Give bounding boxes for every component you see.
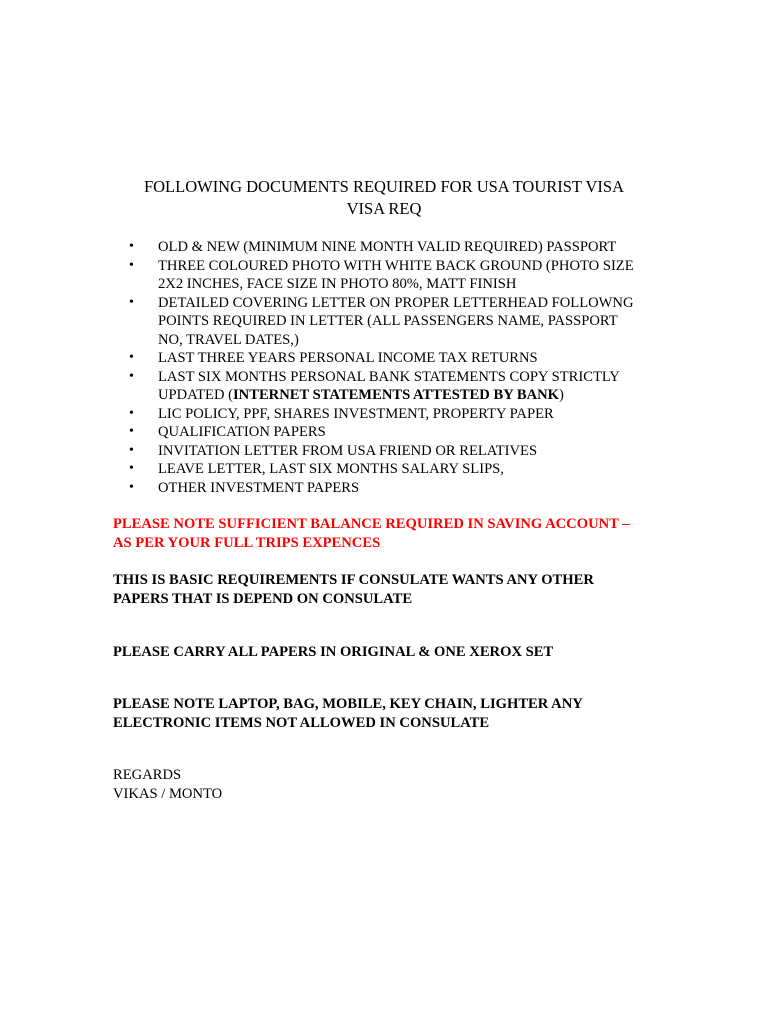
signatory-names: VIKAS / MONTO	[113, 785, 223, 802]
electronics-note	[113, 695, 673, 732]
regards-text: REGARDS	[113, 767, 182, 783]
list-item-text: LIC POLICY, PPF, SHARES INVESTMENT, PROPERTY PAPER	[158, 405, 554, 422]
list-item	[116, 238, 676, 257]
balance-note-line: PLEASE NOTE SUFFICIENT BALANCE REQUIRED IN SAVING ACCOUNT –	[113, 516, 630, 532]
list-item	[116, 405, 676, 424]
list-item	[116, 423, 676, 442]
list-item-text: QUALIFICATION PAPERS	[158, 424, 326, 440]
list-item-mixed-line	[158, 386, 676, 405]
list-item-text: LEAVE LETTER, LAST SIX MONTHS SALARY SLIPS,	[158, 461, 504, 477]
list-item-text: DETAILED COVERING LETTER ON PROPER LETTERHEAD FOLLOWNG	[158, 294, 634, 311]
list-item-text: NO, TRAVEL DATES,)	[158, 331, 299, 348]
list-item	[116, 442, 676, 461]
list-item	[116, 294, 676, 350]
bullet-icon: •	[129, 479, 134, 495]
list-item-text: OTHER INVESTMENT PAPERS	[158, 479, 360, 496]
requirements-list	[116, 238, 676, 497]
bullet-icon: •	[129, 350, 134, 365]
bullet-icon: •	[129, 257, 134, 273]
balance-note-line: AS PER YOUR FULL TRIPS EXPENCES	[113, 534, 381, 551]
electronics-note-line: ELECTRONIC ITEMS NOT ALLOWED IN CONSULATE	[113, 714, 490, 731]
carry-note-line: PLEASE CARRY ALL PAPERS IN ORIGINAL & ONE XEROX SET	[113, 644, 554, 660]
list-item	[116, 460, 676, 479]
list-item-text: INVITATION LETTER FROM USA FRIEND OR RELATIVES	[158, 442, 538, 459]
list-item	[116, 368, 676, 405]
bullet-icon: •	[129, 405, 134, 421]
bullet-icon: •	[129, 368, 134, 384]
list-item-text: LAST SIX MONTHS PERSONAL BANK STATEMENTS COPY STRICTLY	[158, 368, 620, 385]
electronics-note-line: PLEASE NOTE LAPTOP, BAG, MOBILE, KEY CHAIN, LIGHTER ANY	[113, 696, 583, 712]
bullet-icon: •	[129, 442, 134, 458]
carry-papers-note	[113, 643, 673, 662]
list-item-text: THREE COLOURED PHOTO WITH WHITE BACK GROUND (PHOTO SIZE	[158, 257, 634, 274]
bullet-icon: •	[129, 239, 134, 254]
document-title	[0, 176, 768, 220]
list-item-text: LAST THREE YEARS PERSONAL INCOME TAX RETURNS	[158, 350, 538, 366]
signature-block	[113, 766, 222, 803]
list-item-text: 2X2 INCHES, FACE SIZE IN PHOTO 80%, MATT FINISH	[158, 276, 517, 292]
bullet-icon: •	[129, 294, 134, 310]
list-item-text: UPDATED (	[158, 387, 233, 403]
list-item-text: )	[559, 387, 564, 403]
list-item	[116, 257, 676, 294]
list-item-emphasis: INTERNET STATEMENTS ATTESTED BY BANK	[233, 387, 560, 403]
bullet-icon: •	[129, 424, 134, 439]
basic-note-line: PAPERS THAT IS DEPEND ON CONSULATE	[113, 590, 413, 607]
list-item	[116, 349, 676, 368]
balance-note	[113, 515, 673, 552]
basic-requirements-note	[113, 571, 673, 608]
bullet-icon: •	[129, 461, 134, 476]
list-item-text: OLD & NEW (MINIMUM NINE MONTH VALID REQUIRED) PASSPORT	[158, 239, 617, 255]
list-item-text: POINTS REQUIRED IN LETTER (ALL PASSENGERS NAME, PASSPORT	[158, 313, 618, 329]
title-line-2: VISA REQ	[346, 199, 422, 218]
title-line-1: FOLLOWING DOCUMENTS REQUIRED FOR USA TOURIST VISA	[143, 177, 625, 196]
list-item	[116, 479, 676, 498]
basic-note-line: THIS IS BASIC REQUIREMENTS IF CONSULATE WANTS ANY OTHER	[113, 572, 594, 588]
